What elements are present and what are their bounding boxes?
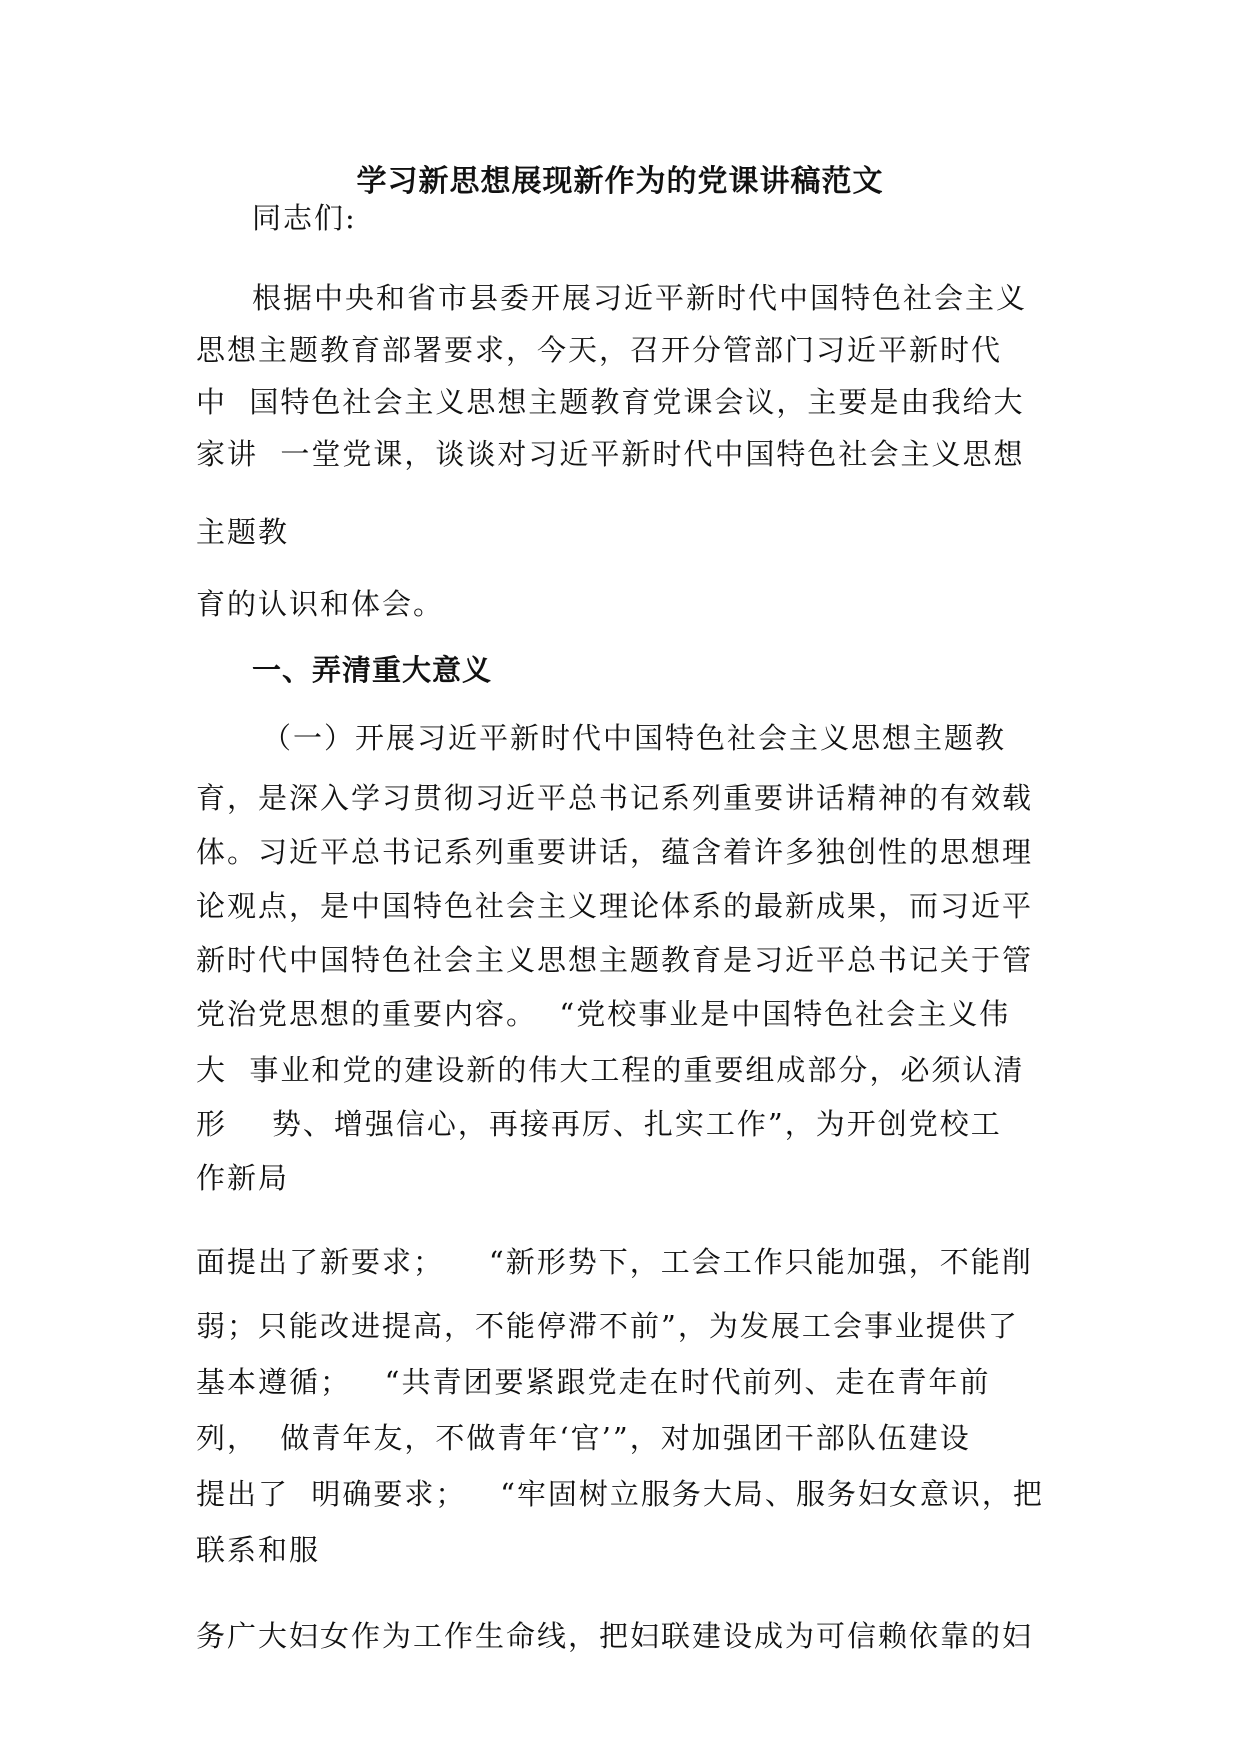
paragraph-line: 弱；只能改进提高，不能停滞不前”，为发展工会事业提供了 bbox=[196, 1309, 1019, 1343]
paragraph-line: 新时代中国特色社会主义思想主题教育是习近平总书记关于管 bbox=[196, 943, 1034, 977]
paragraph-line: 形 势、增强信心，再接再厉、扎实工作”，为开创党校工 bbox=[196, 1107, 1002, 1141]
paragraph-line: 家讲 一堂党课，谈谈对习近平新时代中国特色社会主义思想 bbox=[196, 437, 1025, 471]
paragraph-line: 联系和服 bbox=[196, 1533, 321, 1567]
paragraph-line: （一）开展习近平新时代中国特色社会主义思想主题教 bbox=[262, 721, 1007, 755]
section-heading: 一、弄清重大意义 bbox=[252, 653, 493, 687]
paragraph-line: 作新局 bbox=[196, 1161, 290, 1195]
paragraph-line: 提出了 明确要求； “牢固树立服务大局、服务妇女意识，把 bbox=[196, 1477, 1044, 1511]
paragraph-line: 中 国特色社会主义思想主题教育党课会议，主要是由我给大 bbox=[196, 385, 1025, 419]
paragraph-line: 思想主题教育部署要求，今天，召开分管部门习近平新时代 bbox=[196, 333, 1003, 367]
paragraph-line: 育，是深入学习贯彻习近平总书记系列重要讲话精神的有效载 bbox=[196, 781, 1034, 815]
paragraph-line: 党治党思想的重要内容。 “党校事业是中国特色社会主义伟 bbox=[196, 997, 1011, 1031]
document-title: 学习新思想展现新作为的党课讲稿范文 bbox=[356, 164, 884, 199]
paragraph-line: 务广大妇女作为工作生命线，把妇联建设成为可信赖依靠的妇 bbox=[196, 1619, 1034, 1653]
paragraph-line: 育的认识和体会。 bbox=[196, 587, 445, 621]
paragraph-line: 论观点，是中国特色社会主义理论体系的最新成果，而习近平 bbox=[196, 889, 1034, 923]
paragraph-line: 主题教 bbox=[196, 515, 290, 549]
paragraph-line: 根据中央和省市县委开展习近平新时代中国特色社会主义 bbox=[252, 281, 1028, 315]
paragraph-line: 体。习近平总书记系列重要讲话，蕴含着许多独创性的思想理 bbox=[196, 835, 1034, 869]
salutation: 同志们: bbox=[252, 201, 357, 235]
paragraph-line: 列， 做青年友，不做青年‘官’”，对加强团干部队伍建设 bbox=[196, 1421, 971, 1455]
paragraph-line: 基本遵循； “共青团要紧跟党走在时代前列、走在青年前 bbox=[196, 1365, 991, 1399]
paragraph-line: 面提出了新要求； “新形势下，工会工作只能加强，不能削 bbox=[196, 1245, 1033, 1279]
paragraph-line: 大 事业和党的建设新的伟大工程的重要组成部分，必须认清 bbox=[196, 1053, 1025, 1087]
